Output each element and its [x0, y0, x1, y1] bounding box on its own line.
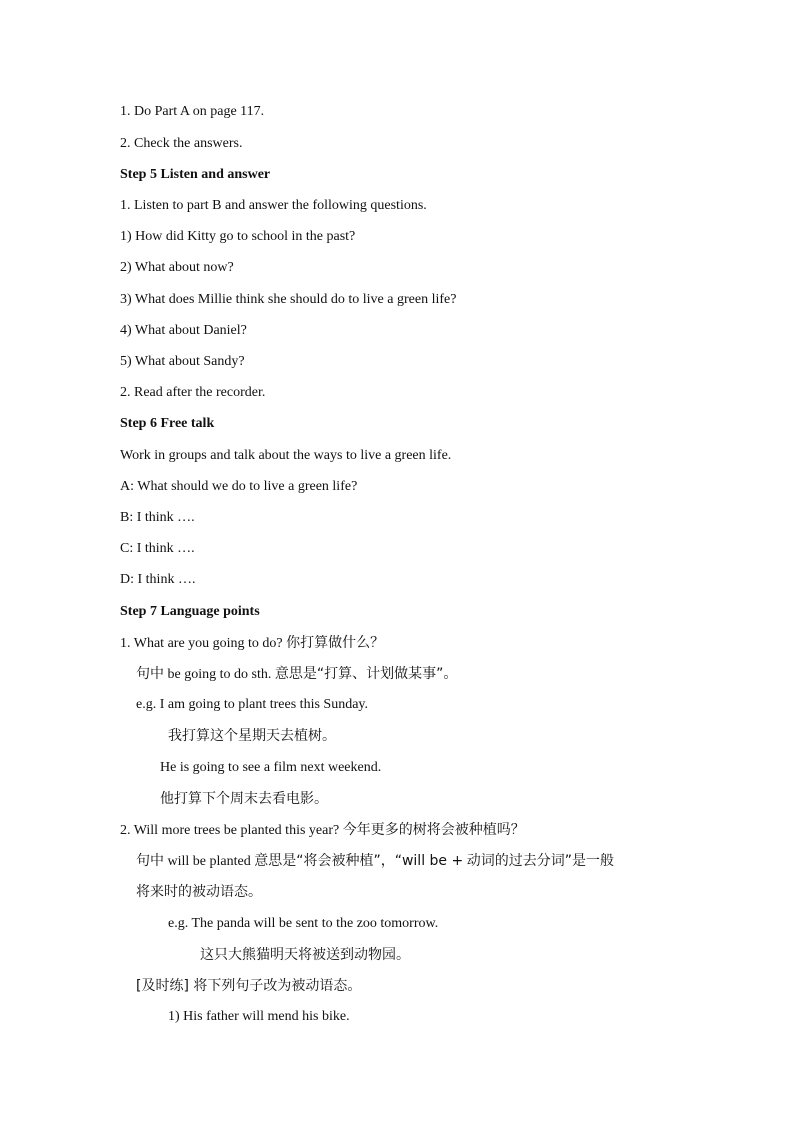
point-2-line	[120, 821, 525, 840]
point-2-explanation-cont: 将来时的被动语态。	[136, 884, 262, 900]
example-1-chinese: 我打算这个星期天去植树。	[168, 728, 336, 744]
example-3-chinese: 这只大熊猫明天将被送到动物园。	[200, 947, 410, 963]
practice-item-1: 1) His father will mend his bike.	[168, 1009, 350, 1024]
question-5: 5) What about Sandy?	[120, 354, 245, 369]
question-1: 1) How did Kitty go to school in the past?	[120, 229, 356, 244]
point-1-chinese: 你打算做什么？	[286, 635, 385, 651]
heading-step-7: Step 7 Language points	[120, 604, 260, 619]
point-1-explanation: 句中 be going to do sth. 意思是“打算、计划做某事”。	[136, 666, 458, 682]
practice-heading: [及时练] 将下列句子改为被动语态。	[136, 978, 362, 994]
question-4: 4) What about Daniel?	[120, 323, 247, 338]
example-1-english: e.g. I am going to plant trees this Sunday.	[136, 697, 368, 712]
point-1-line	[120, 634, 384, 653]
dialogue-a: A: What should we do to live a green life?	[120, 479, 358, 494]
dialogue-b: B: I think ….	[120, 510, 195, 525]
point-1-phrase: be going to do sth.	[167, 667, 272, 682]
line-work-in-groups: Work in groups and talk about the ways to live a green life.	[120, 448, 452, 463]
point-2-english: 2. Will more trees be planted this year?	[120, 823, 340, 838]
question-3: 3) What does Millie think she should do to live a green life?	[120, 292, 457, 307]
point-2-phrase: will be planted	[167, 854, 251, 869]
line-check-answers: 2. Check the answers.	[120, 136, 243, 151]
example-3-english: e.g. The panda will be sent to the zoo tomorrow.	[168, 916, 439, 931]
line-part-a: 1. Do Part A on page 117.	[120, 104, 265, 119]
dialogue-c: C: I think ….	[120, 541, 195, 556]
line-listen-part-b: 1. Listen to part B and answer the following questions.	[120, 198, 427, 213]
question-2: 2) What about now?	[120, 260, 234, 275]
point-2-explanation: 句中 will be planted 意思是“将会被种植”，“will be + 动词的过去分词”是一般	[136, 853, 614, 869]
example-2-english: He is going to see a film next weekend.	[160, 760, 382, 775]
line-read-after: 2. Read after the recorder.	[120, 385, 266, 400]
example-2-chinese: 他打算下个周末去看电影。	[160, 791, 328, 807]
heading-step-5: Step 5 Listen and answer	[120, 167, 271, 182]
point-2-chinese: 今年更多的树将会被种植吗？	[342, 822, 525, 838]
point-1-english: 1. What are you going to do?	[120, 636, 283, 651]
heading-step-6: Step 6 Free talk	[120, 416, 215, 431]
dialogue-d: D: I think ….	[120, 572, 196, 587]
